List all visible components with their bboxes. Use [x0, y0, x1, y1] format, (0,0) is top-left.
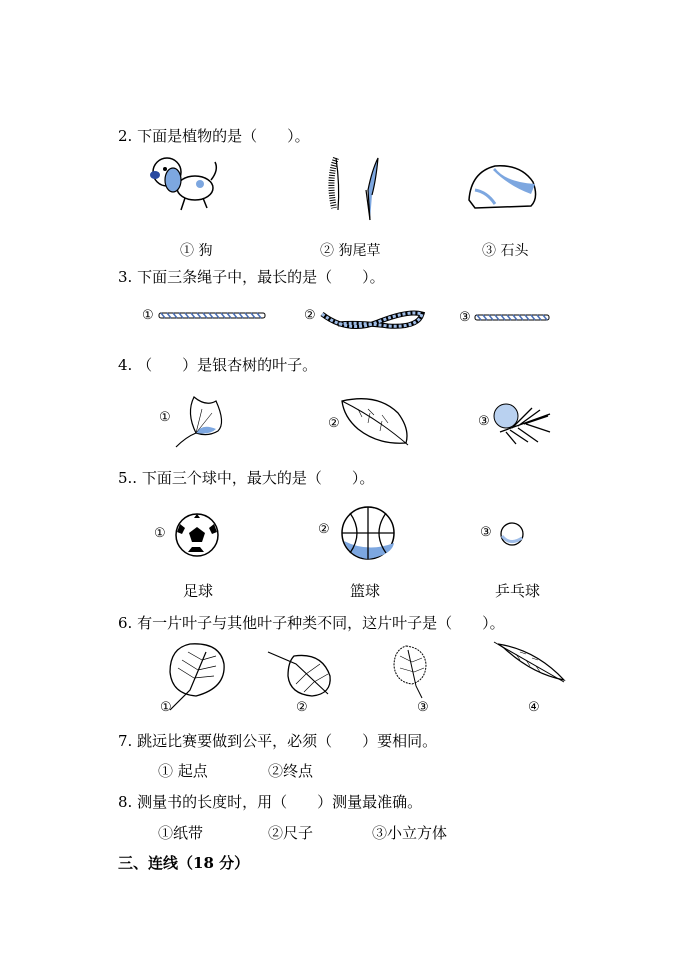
poplar-leaf-3-image: [388, 642, 436, 700]
option-paper-strip: ①纸带: [158, 824, 204, 842]
rope-3-marker: ③: [459, 310, 471, 325]
pine-needle-image: [492, 402, 554, 446]
option-football: 足球: [183, 582, 214, 600]
stone-image: [465, 160, 540, 212]
ball-3-marker: ③: [480, 525, 492, 540]
rope-1-marker: ①: [142, 308, 154, 323]
ball-1-marker: ①: [154, 526, 166, 541]
rope-1-image: [157, 310, 269, 322]
question-5: 5.. 下面三个球中，最大的是（ ）。: [118, 469, 375, 487]
dog-image: [145, 150, 225, 215]
option-stone: ③ 石头: [482, 243, 529, 259]
ball-2-marker: ②: [318, 522, 330, 537]
leaf-3-marker: ③: [478, 414, 490, 429]
question-4: 4. （ ）是银杏树的叶子。: [118, 356, 318, 374]
ginkgo-leaf-image: [172, 393, 227, 451]
leaf-c-marker: ③: [417, 700, 429, 715]
question-7: 7. 跳远比赛要做到公平，必须（ ）要相同。: [118, 732, 438, 750]
question-3: 3. 下面三条绳子中，最长的是（ ）。: [118, 268, 385, 286]
leaf-b-marker: ②: [296, 700, 308, 715]
question-6: 6. 有一片叶子与其他叶子种类不同，这片叶子是（ ）。: [118, 614, 505, 632]
leaf-d-marker: ④: [528, 700, 540, 715]
rope-2-image: [318, 302, 428, 334]
option-end-point: ②终点: [268, 762, 314, 780]
leaf-1-marker: ①: [159, 410, 171, 425]
section-heading: 三、连线（18 分）: [118, 854, 250, 872]
oval-leaf-image: [338, 395, 413, 447]
rope-2-marker: ②: [304, 308, 316, 323]
leaf-2-marker: ②: [328, 416, 340, 431]
rope-3-image: [473, 312, 553, 324]
option-basketball: 篮球: [350, 582, 381, 600]
option-foxtail-grass: ② 狗尾草: [320, 243, 381, 259]
basketball-image: [338, 505, 400, 563]
ping-pong-ball-image: [498, 520, 528, 548]
question-2: 2. 下面是植物的是（ ）。: [118, 127, 310, 145]
foxtail-grass-image: [320, 150, 385, 225]
option-small-cube: ③小立方体: [372, 824, 448, 842]
leaf-a-marker: ①: [160, 700, 172, 715]
option-start-point: ① 起点: [158, 762, 208, 780]
option-ruler: ②尺子: [268, 824, 314, 842]
football-image: [172, 512, 224, 558]
option-dog: ① 狗: [180, 243, 213, 259]
option-ping-pong: 乒乓球: [495, 582, 541, 600]
willow-leaf-image: [492, 640, 572, 688]
question-8: 8. 测量书的长度时，用（ ）测量最准确。: [118, 793, 423, 811]
poplar-leaf-2-image: [266, 648, 338, 700]
